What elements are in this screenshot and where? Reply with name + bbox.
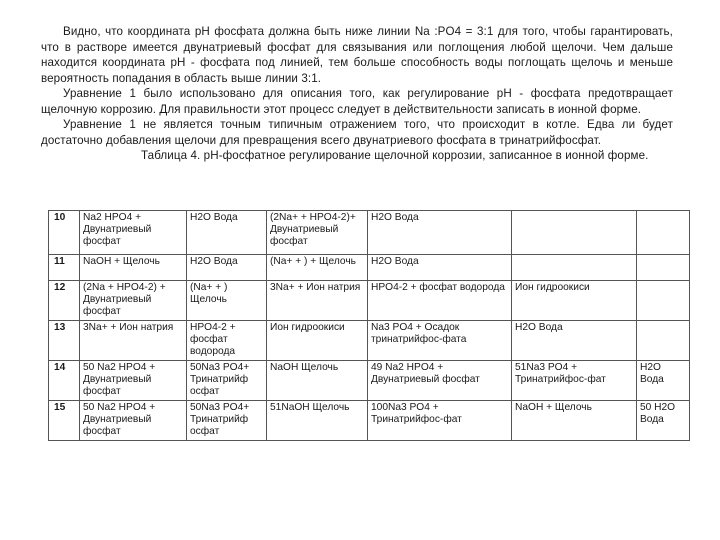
table-cell: H2O Вода — [512, 321, 637, 361]
table-cell: NaOH Щелочь — [267, 361, 368, 401]
row-number: 14 — [49, 361, 80, 401]
table-cell: NaOH + Щелочь — [80, 255, 187, 281]
paragraph-1: Видно, что координата pH фосфата должна быть ниже линии Na :PO4 = 3:1 для того, чтобы гарантировать, что в растворе имеется двунатриевый фосфат для связывания или поглощения любой щелочи. Чем дальше находится координата pH - фосфата под линией, тем больше способность воды поглощать щелочь и меньше вероятность попадания в область выше линии 3:1. — [41, 25, 673, 85]
table-cell — [637, 321, 690, 361]
document-body — [41, 24, 673, 164]
table-cell: Ион гидроокиси — [512, 281, 637, 321]
table-cell: NaOH + Щелочь — [512, 401, 637, 441]
table-cell: 50 Na2 HPO4 + Двунатриевый фосфат — [80, 361, 187, 401]
table-cell — [637, 255, 690, 281]
table-cell: (2Na+ + HPO4-2)+ Двунатриевый фосфат — [267, 211, 368, 255]
table-row — [49, 255, 690, 281]
reaction-table — [48, 210, 690, 441]
row-number: 11 — [49, 255, 80, 281]
table-cell: Ион гидроокиси — [267, 321, 368, 361]
row-number: 13 — [49, 321, 80, 361]
table-cell: 51Na3 PO4 + Тринатрийфос-фат — [512, 361, 637, 401]
table-cell: 50 H2O Вода — [637, 401, 690, 441]
table-cell: 49 Na2 HPO4 + Двунатриевый фосфат — [368, 361, 512, 401]
table-row — [49, 361, 690, 401]
table-cell: H2O Вода — [368, 211, 512, 255]
row-number: 15 — [49, 401, 80, 441]
table-row — [49, 401, 690, 441]
table-cell: H2O Вода — [637, 361, 690, 401]
paragraph-3: Уравнение 1 не является точным типичным отражением того, что происходит в котле. Едва ли будет достаточно добавления щелочи для превращения всего двунатриевого фосфата в тринатрийфосфат. — [41, 118, 673, 147]
table-cell: 3Na+ + Ион натрия — [80, 321, 187, 361]
table-row — [49, 211, 690, 255]
table-cell: 50Na3 PO4+ Тринатрийф осфат — [187, 401, 267, 441]
table-cell: HPO4-2 + фосфат водорода — [187, 321, 267, 361]
table-cell: Na2 HPO4 + Двунатриевый фосфат — [80, 211, 187, 255]
table-cell: (Na+ + ) Щелочь — [187, 281, 267, 321]
table-cell: H2O Вода — [368, 255, 512, 281]
table-cell: 51NaOH Щелочь — [267, 401, 368, 441]
table-cell — [637, 281, 690, 321]
row-number: 12 — [49, 281, 80, 321]
table-cell: 50 Na2 HPO4 + Двунатриевый фосфат — [80, 401, 187, 441]
table-cell — [637, 211, 690, 255]
table-cell: (2Na + HPO4-2) + Двунатриевый фосфат — [80, 281, 187, 321]
table-cell — [512, 211, 637, 255]
table-cell: 3Na+ + Ион натрия — [267, 281, 368, 321]
table-cell: Na3 PO4 + Осадок тринатрийфос-фата — [368, 321, 512, 361]
table-cell: HPO4-2 + фосфат водорода — [368, 281, 512, 321]
table-cell: H2O Вода — [187, 211, 267, 255]
table-cell: 100Na3 PO4 + Тринатрийфос-фат — [368, 401, 512, 441]
table-row — [49, 281, 690, 321]
table-cell — [512, 255, 637, 281]
table-row — [49, 321, 690, 361]
paragraph-2: Уравнение 1 было использовано для описания того, как регулирование pH - фосфата предотвращает щелочную коррозию. Для правильности этот процесс следует в действительности записать в ионной форме. — [41, 87, 673, 116]
table-cell: H2O Вода — [187, 255, 267, 281]
row-number: 10 — [49, 211, 80, 255]
table-cell: (Na+ + ) + Щелочь — [267, 255, 368, 281]
table-cell: 50Na3 PO4+ Тринатрийф осфат — [187, 361, 267, 401]
table-caption: Таблица 4. pH-фосфатное регулирование щелочной коррозии, записанное в ионной форме. — [141, 149, 649, 162]
